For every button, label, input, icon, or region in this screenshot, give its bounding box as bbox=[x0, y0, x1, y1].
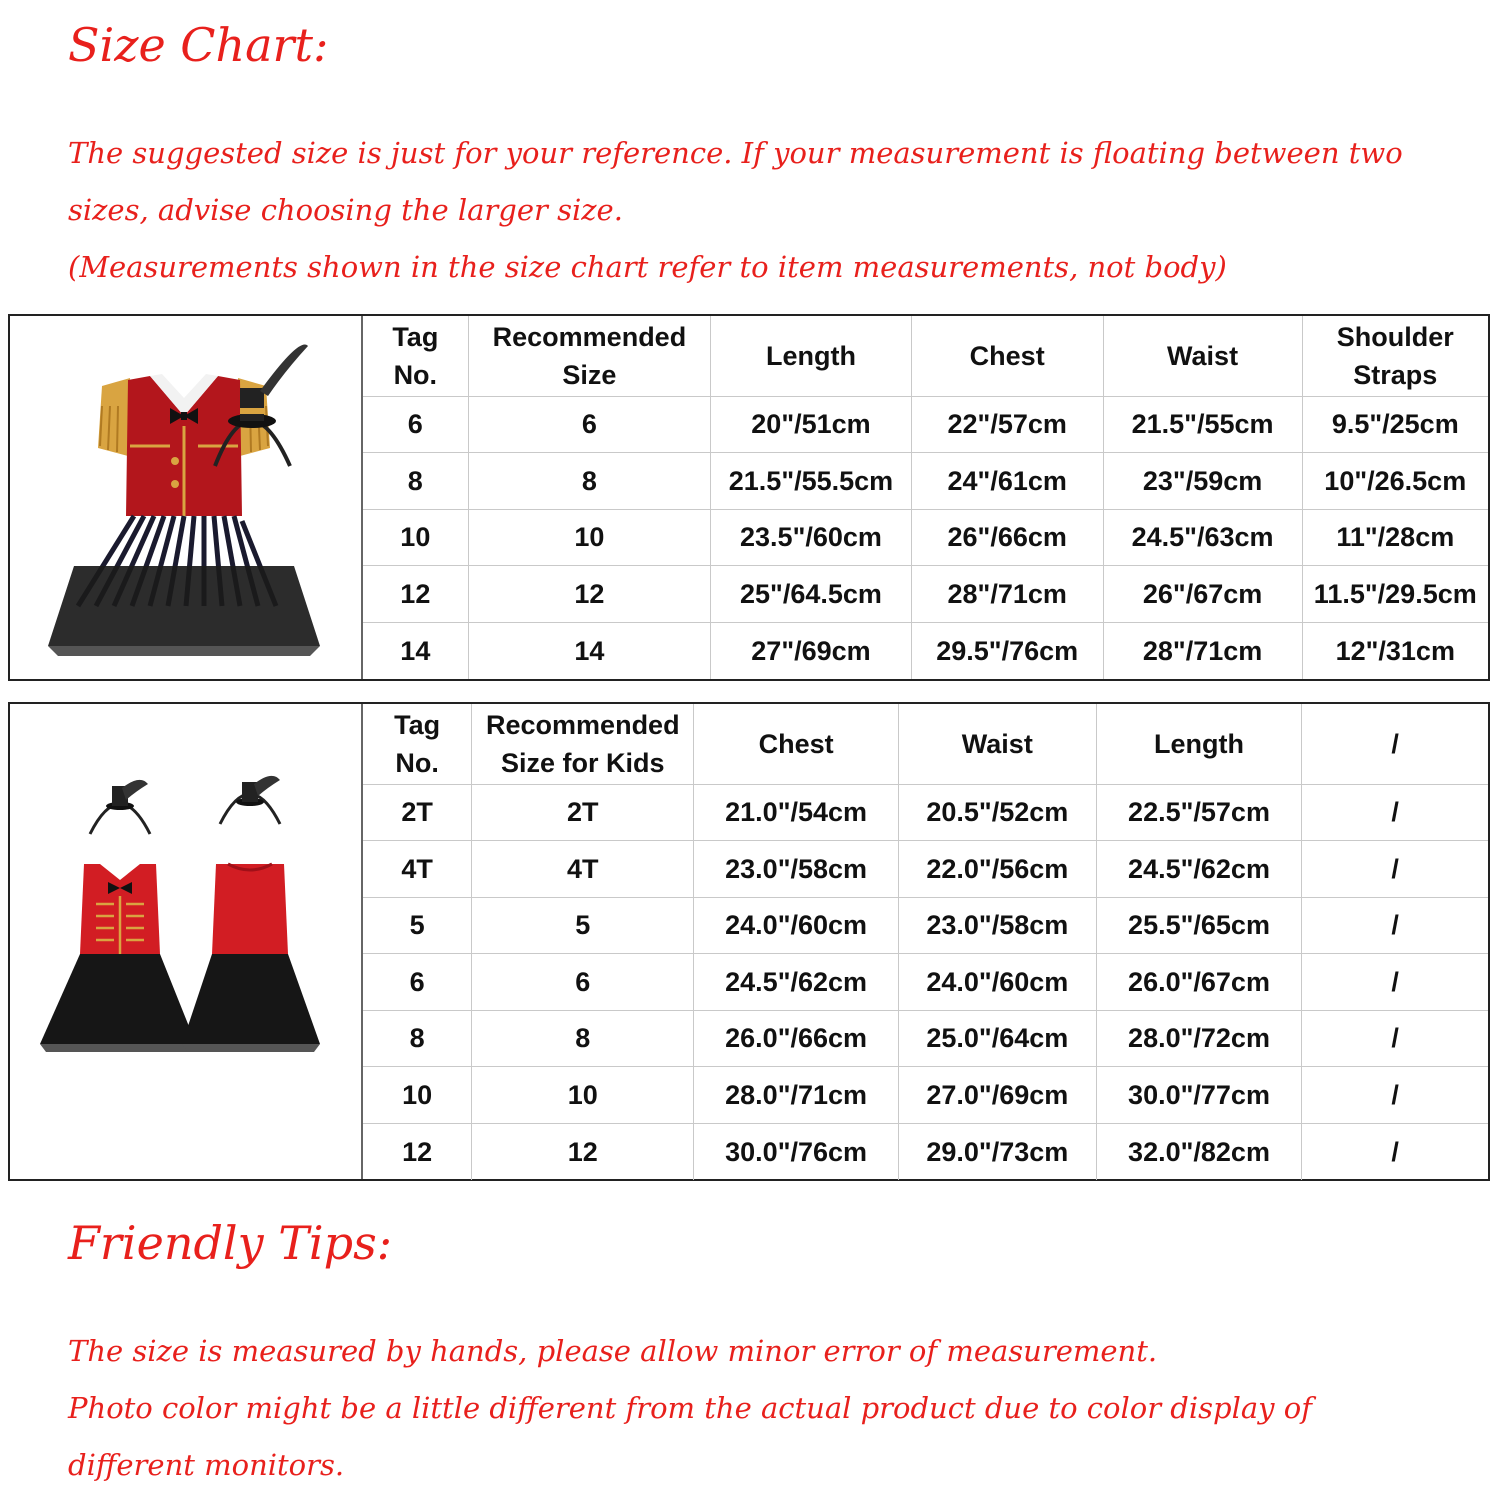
cell: 6 bbox=[363, 396, 468, 453]
header-waist: Waist bbox=[898, 704, 1096, 784]
table-header-row bbox=[363, 316, 1488, 396]
tips-line-1: The size is measured by hands, please allow minor error of measurement. bbox=[68, 1334, 1158, 1368]
dress-illustration bbox=[10, 316, 361, 678]
cell: 30.0"/77cm bbox=[1096, 1067, 1302, 1124]
table-row bbox=[363, 1123, 1488, 1180]
cell: 28.0"/71cm bbox=[694, 1067, 899, 1124]
cell: 28"/71cm bbox=[911, 566, 1103, 623]
cell: 28.0"/72cm bbox=[1096, 1010, 1302, 1067]
size-table-1-box bbox=[8, 314, 1490, 681]
cell: 24"/61cm bbox=[911, 453, 1103, 510]
cell: 25.0"/64cm bbox=[898, 1010, 1096, 1067]
cell: 10 bbox=[363, 509, 468, 566]
table-row bbox=[363, 453, 1488, 510]
cell: 24.0"/60cm bbox=[694, 897, 899, 954]
header-recommended-size-for-kids: Recommended Size for Kids bbox=[472, 704, 694, 784]
cell: 22.5"/57cm bbox=[1096, 784, 1302, 841]
header-tag-no: Tag No. bbox=[363, 704, 472, 784]
cell: 26.0"/67cm bbox=[1096, 954, 1302, 1011]
cell: 8 bbox=[472, 1010, 694, 1067]
table-row bbox=[363, 841, 1488, 898]
cell: 25.5"/65cm bbox=[1096, 897, 1302, 954]
cell: / bbox=[1302, 954, 1488, 1011]
size-chart-heading: Size Chart: bbox=[68, 18, 329, 72]
size-table-2-box bbox=[8, 702, 1490, 1181]
intro-text bbox=[68, 125, 1403, 296]
cell: 26.0"/66cm bbox=[694, 1010, 899, 1067]
header-slash: / bbox=[1302, 704, 1488, 784]
cell: 10"/26.5cm bbox=[1302, 453, 1488, 510]
cell: 11.5"/29.5cm bbox=[1302, 566, 1488, 623]
header-waist: Waist bbox=[1103, 316, 1302, 396]
cell: 23.0"/58cm bbox=[898, 897, 1096, 954]
cell: / bbox=[1302, 1010, 1488, 1067]
cell: 26"/67cm bbox=[1103, 566, 1302, 623]
cell: 22"/57cm bbox=[911, 396, 1103, 453]
cell: 32.0"/82cm bbox=[1096, 1123, 1302, 1180]
header-chest: Chest bbox=[694, 704, 899, 784]
cell: 25"/64.5cm bbox=[711, 566, 912, 623]
cell: 2T bbox=[363, 784, 472, 841]
cell: 21.0"/54cm bbox=[694, 784, 899, 841]
tips-line-3: different monitors. bbox=[68, 1448, 345, 1482]
cell: 24.5"/63cm bbox=[1103, 509, 1302, 566]
cell: / bbox=[1302, 784, 1488, 841]
cell: 27"/69cm bbox=[711, 622, 912, 679]
cell: 5 bbox=[472, 897, 694, 954]
size-table-2 bbox=[363, 704, 1488, 1180]
cell: 24.5"/62cm bbox=[1096, 841, 1302, 898]
cell: 10 bbox=[472, 1067, 694, 1124]
cell: 24.5"/62cm bbox=[694, 954, 899, 1011]
cell: 20.5"/52cm bbox=[898, 784, 1096, 841]
table-row bbox=[363, 1010, 1488, 1067]
cell: 8 bbox=[468, 453, 711, 510]
cell: 21.5"/55cm bbox=[1103, 396, 1302, 453]
table-header-row bbox=[363, 704, 1488, 784]
size-table-1 bbox=[363, 316, 1488, 679]
cell: 12 bbox=[363, 1123, 472, 1180]
header-recommended-size: Recommended Size bbox=[468, 316, 711, 396]
header-tag-no: Tag No. bbox=[363, 316, 468, 396]
cell: 9.5"/25cm bbox=[1302, 396, 1488, 453]
header-length: Length bbox=[1096, 704, 1302, 784]
cell: 10 bbox=[468, 509, 711, 566]
cell: 6 bbox=[468, 396, 711, 453]
cell: 8 bbox=[363, 453, 468, 510]
friendly-tips-heading: Friendly Tips: bbox=[68, 1216, 393, 1270]
cell: / bbox=[1302, 1123, 1488, 1180]
cell: 23"/59cm bbox=[1103, 453, 1302, 510]
cell: 14 bbox=[468, 622, 711, 679]
header-chest: Chest bbox=[911, 316, 1103, 396]
cell: 24.0"/60cm bbox=[898, 954, 1096, 1011]
table-row bbox=[363, 784, 1488, 841]
cell: 12 bbox=[363, 566, 468, 623]
cell: 14 bbox=[363, 622, 468, 679]
table-row bbox=[363, 954, 1488, 1011]
cell: 12 bbox=[468, 566, 711, 623]
tips-text bbox=[68, 1323, 1312, 1494]
cell: 10 bbox=[363, 1067, 472, 1124]
intro-line-3: (Measurements shown in the size chart refer to item measurements, not body) bbox=[68, 250, 1227, 284]
table-row bbox=[363, 396, 1488, 453]
cell: 5 bbox=[363, 897, 472, 954]
cell: 8 bbox=[363, 1010, 472, 1067]
table-row bbox=[363, 1067, 1488, 1124]
cell: / bbox=[1302, 1067, 1488, 1124]
dress-front-back-illustration bbox=[10, 704, 361, 1178]
cell: 2T bbox=[472, 784, 694, 841]
cell: 22.0"/56cm bbox=[898, 841, 1096, 898]
cell: / bbox=[1302, 841, 1488, 898]
cell: 23.5"/60cm bbox=[711, 509, 912, 566]
cell: 12"/31cm bbox=[1302, 622, 1488, 679]
table-row bbox=[363, 509, 1488, 566]
cell: 12 bbox=[472, 1123, 694, 1180]
cell: 4T bbox=[472, 841, 694, 898]
cell: 26"/66cm bbox=[911, 509, 1103, 566]
cell: 21.5"/55.5cm bbox=[711, 453, 912, 510]
intro-line-2: sizes, advise choosing the larger size. bbox=[68, 193, 623, 227]
header-shoulder-straps: Shoulder Straps bbox=[1302, 316, 1488, 396]
table-row bbox=[363, 566, 1488, 623]
cell: 29.5"/76cm bbox=[911, 622, 1103, 679]
cell: 29.0"/73cm bbox=[898, 1123, 1096, 1180]
cell: 30.0"/76cm bbox=[694, 1123, 899, 1180]
tips-line-2: Photo color might be a little different from the actual product due to color display of bbox=[68, 1391, 1312, 1425]
cell: 27.0"/69cm bbox=[898, 1067, 1096, 1124]
table-row bbox=[363, 897, 1488, 954]
ringmaster-dress-image-2 bbox=[10, 704, 363, 1179]
cell: / bbox=[1302, 897, 1488, 954]
cell: 6 bbox=[472, 954, 694, 1011]
cell: 11"/28cm bbox=[1302, 509, 1488, 566]
intro-line-1: The suggested size is just for your reference. If your measurement is floating between two bbox=[68, 136, 1403, 170]
cell: 20"/51cm bbox=[711, 396, 912, 453]
cell: 23.0"/58cm bbox=[694, 841, 899, 898]
cell: 28"/71cm bbox=[1103, 622, 1302, 679]
header-length: Length bbox=[711, 316, 912, 396]
ringmaster-dress-image-1 bbox=[10, 316, 363, 679]
cell: 4T bbox=[363, 841, 472, 898]
table-row bbox=[363, 622, 1488, 679]
cell: 6 bbox=[363, 954, 472, 1011]
